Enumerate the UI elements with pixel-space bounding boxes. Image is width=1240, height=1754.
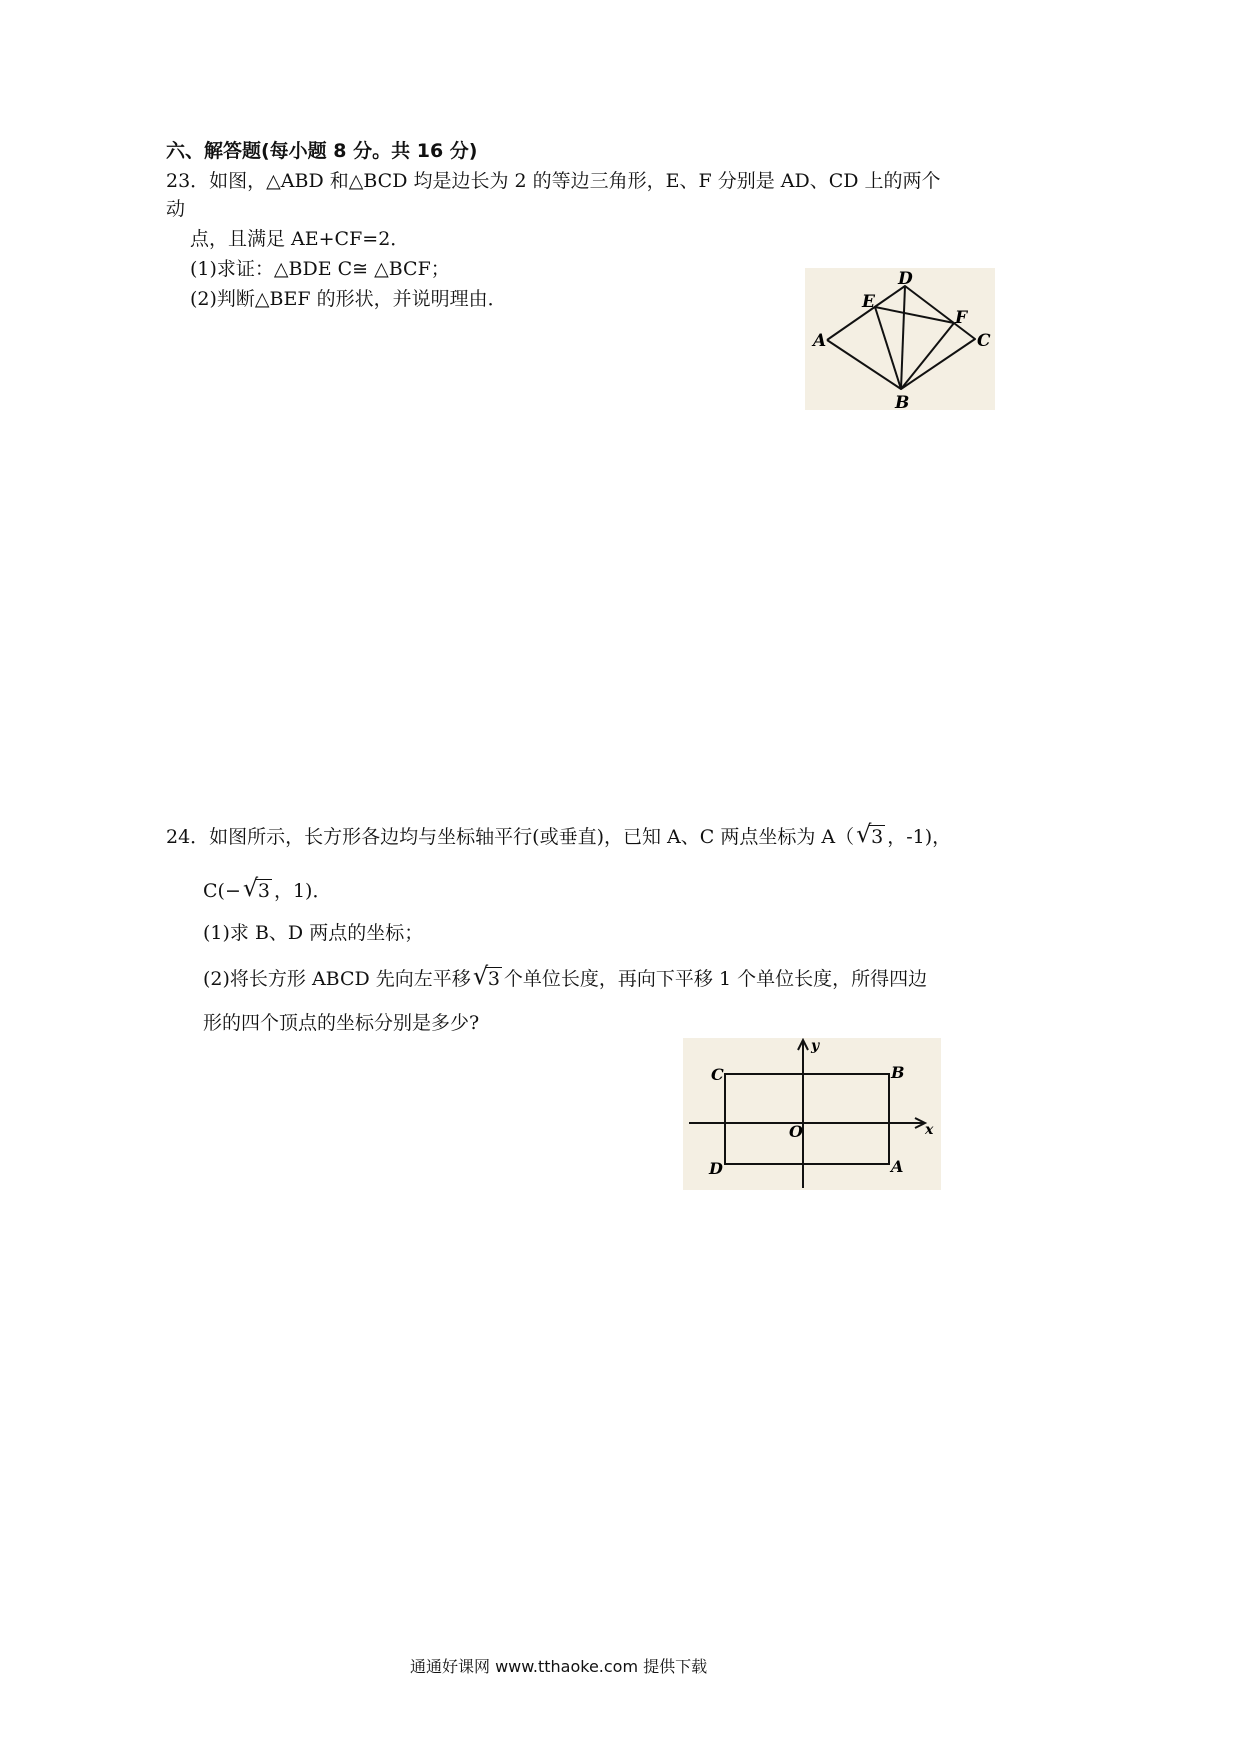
page-footer: 通通好课网 www.tthaoke.com 提供下载 — [410, 1657, 708, 1676]
label-e: E — [862, 292, 875, 312]
q23-line2: 点，且满足 AE+CF=2． — [190, 228, 410, 250]
q24-part2 — [203, 962, 928, 992]
label-x: x — [925, 1122, 934, 1138]
label-b: B — [895, 393, 910, 410]
label-c: C — [711, 1065, 724, 1084]
q24-line1-post: ，-1)， — [887, 826, 952, 848]
q23-line1-continued: 动 — [166, 198, 186, 220]
label-b: B — [891, 1063, 905, 1082]
label-f: F — [955, 308, 968, 328]
q23-part2: (2)判断△BEF 的形状，并说明理由． — [190, 288, 507, 310]
q23-rhombus-figure — [805, 268, 995, 410]
label-a: A — [813, 331, 827, 351]
q24-line1-radicand: 3 — [871, 826, 884, 848]
label-o: O — [789, 1122, 803, 1141]
q24-part2-post: 个单位长度，再向下平移 1 个单位长度，所得四边 — [503, 968, 928, 990]
q23-line1: 23．如图，△ABD 和△BCD 均是边长为 2 的等边三角形，E、F 分别是 AD、CD 上的两个 — [166, 170, 941, 192]
sqrt-symbol: √ 3 — [856, 820, 884, 848]
q24-line1-pre: 24．如图所示，长方形各边均与坐标轴平行(或垂直)，已知 A、C 两点坐标为 A（ — [166, 826, 855, 848]
q24-line2-radicand: 3 — [257, 880, 270, 902]
label-d: D — [709, 1159, 723, 1178]
q24-part2-pre: (2)将长方形 ABCD 先向左平移 — [203, 968, 471, 990]
label-c: C — [977, 331, 991, 351]
sqrt-symbol: √ 3 — [472, 962, 500, 990]
q24-coordinate-figure — [683, 1038, 941, 1190]
label-a: A — [891, 1157, 904, 1176]
section-heading: 六、解答题(每小题 8 分。共 16 分) — [166, 140, 478, 162]
q24-line2 — [203, 874, 332, 904]
label-d: D — [898, 269, 913, 289]
q24-part1: (1)求 B、D 两点的坐标； — [203, 922, 424, 944]
sqrt-symbol: √ 3 — [242, 874, 270, 902]
q24-part2-radicand: 3 — [487, 968, 500, 990]
q24-line1 — [166, 820, 952, 850]
q24-part2-line2: 形的四个顶点的坐标分别是多少? — [203, 1012, 480, 1034]
q24-line2-pre: C(− — [203, 880, 241, 902]
q24-line2-post: ，1)． — [273, 880, 332, 902]
label-y: y — [811, 1038, 820, 1054]
q23-part1: (1)求证：△BDE C≅ △BCF； — [190, 258, 450, 280]
